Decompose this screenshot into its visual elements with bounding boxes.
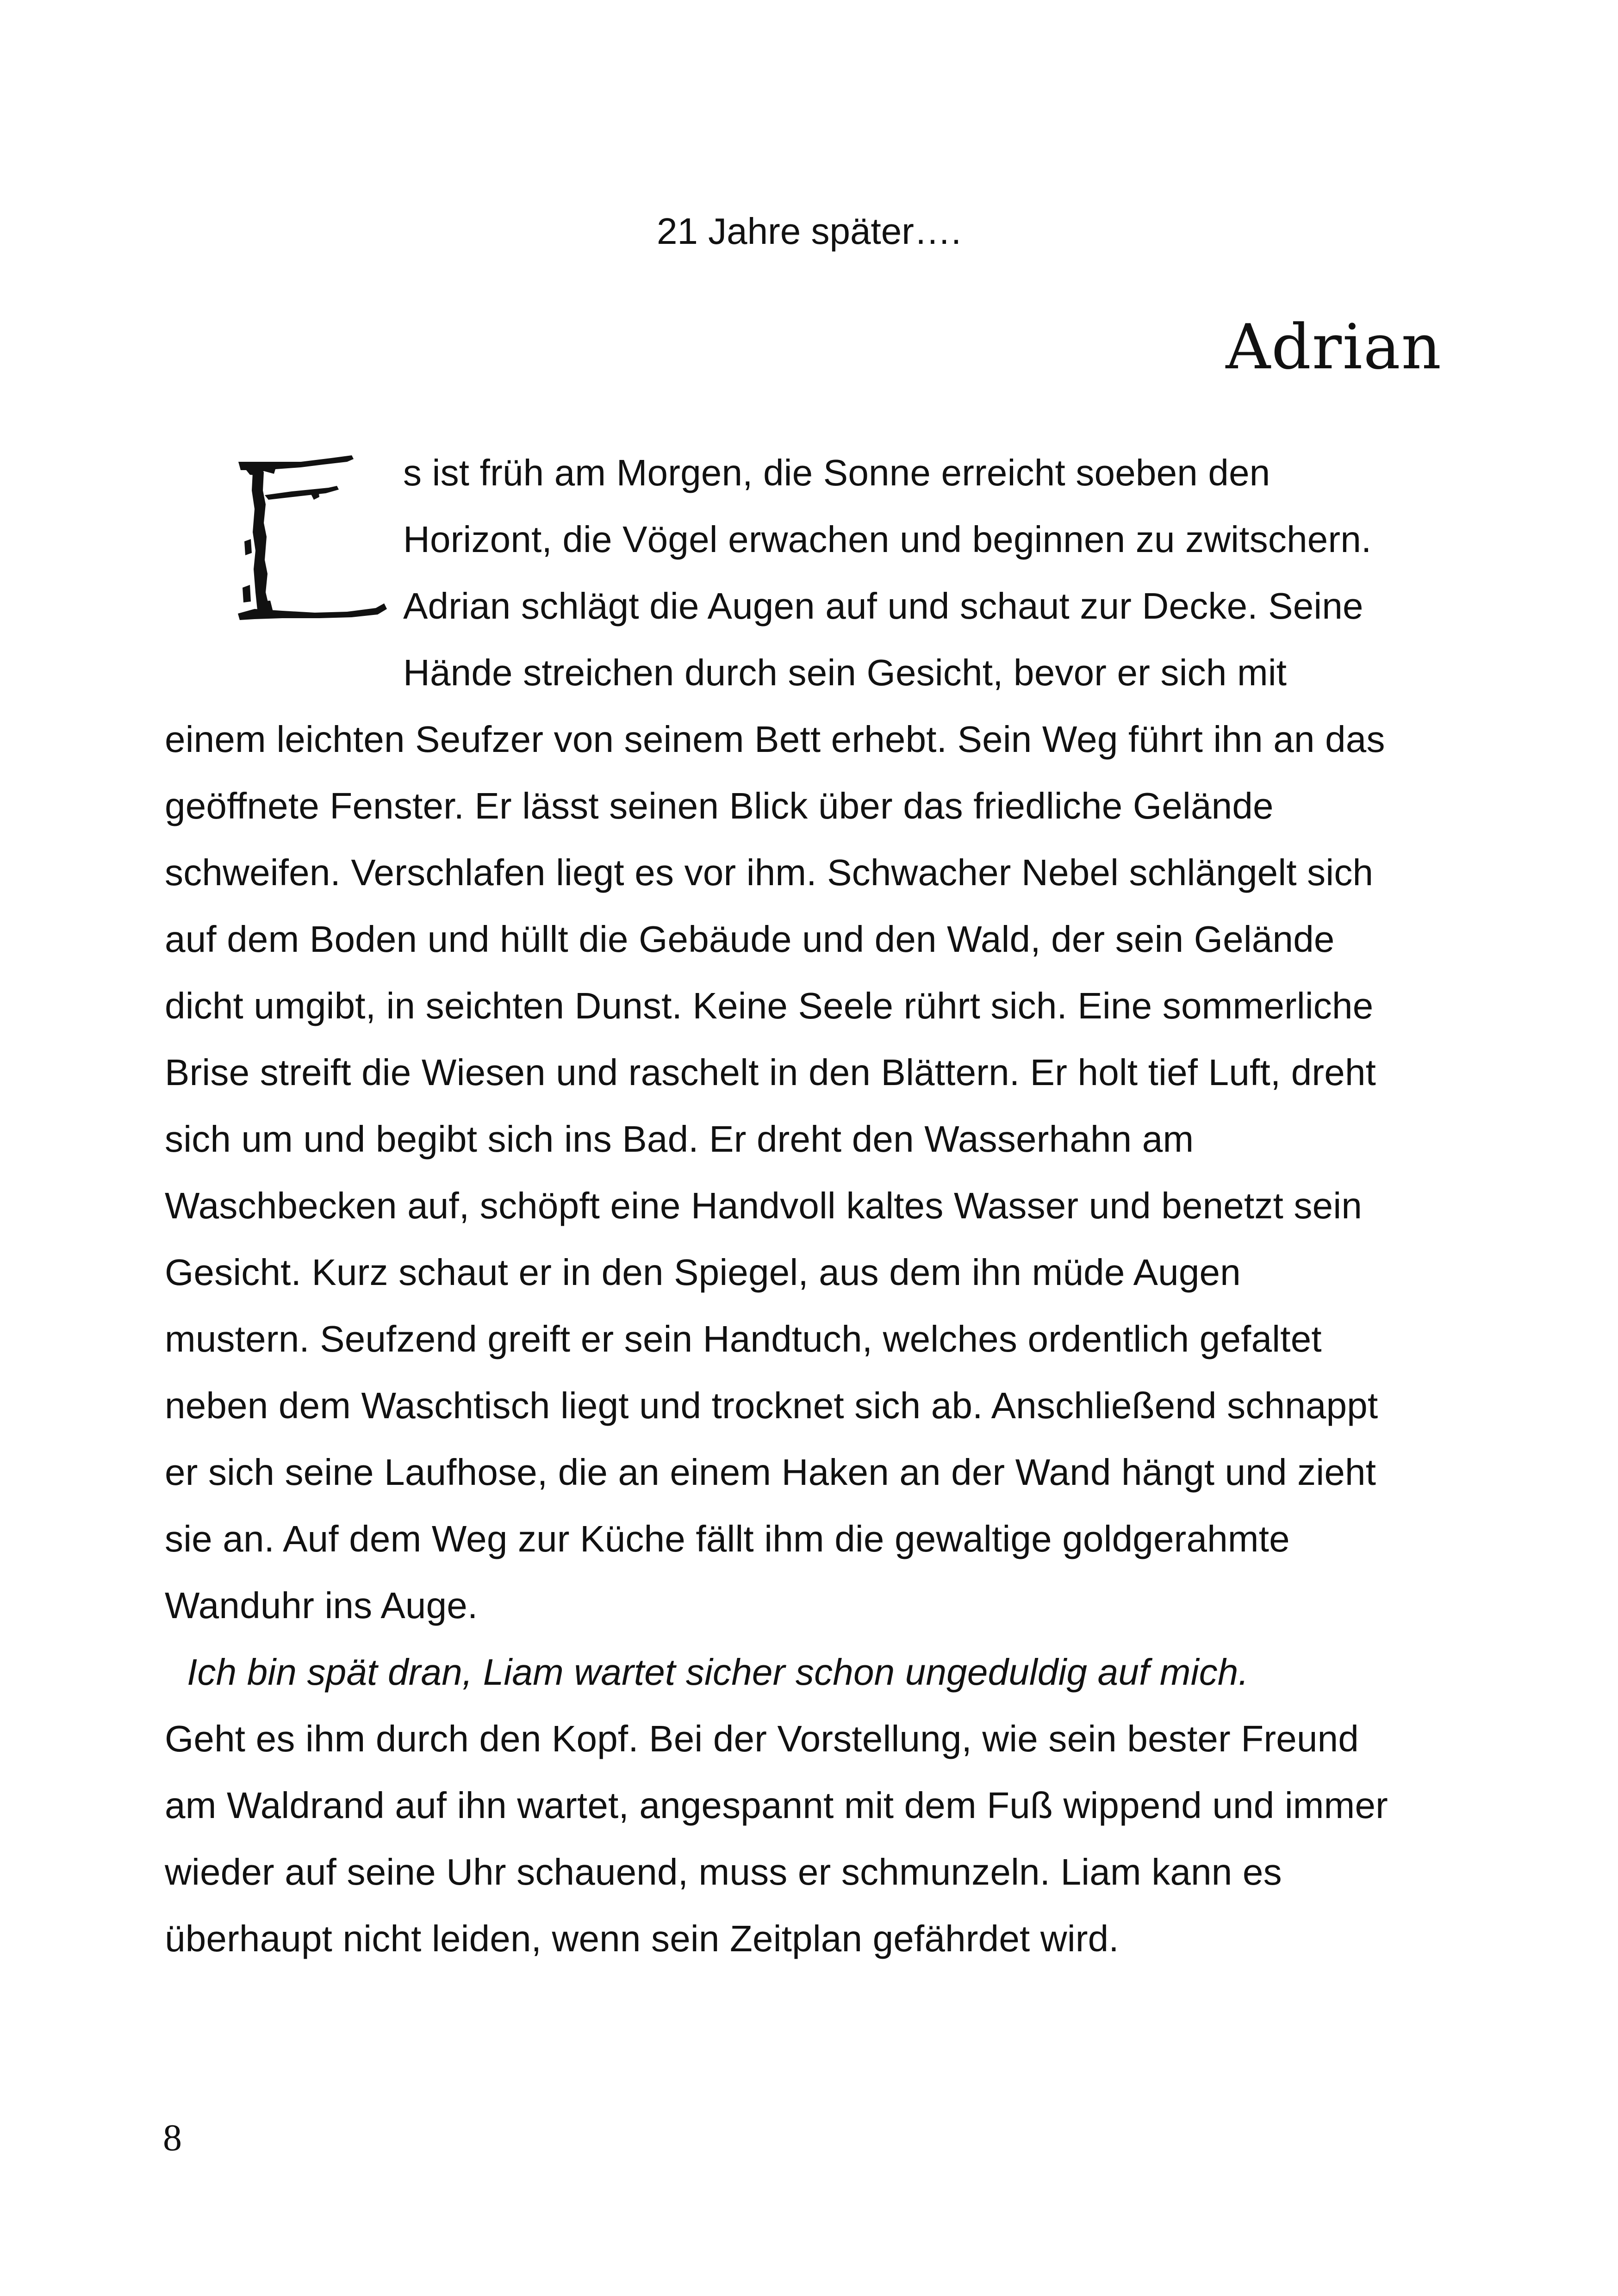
text-line: überhaupt nicht leiden, wenn sein Zeitplan gefährdet wird. <box>165 1918 1119 1959</box>
text-line: Waschbecken auf, schöpft eine Handvoll kaltes Wasser und benetzt sein <box>165 1185 1363 1226</box>
text-line: er sich seine Laufhose, die an einem Haken an der Wand hängt und zieht <box>165 1452 1376 1493</box>
text-line: am Waldrand auf ihn wartet, angespannt mit dem Fuß wippend und immer <box>165 1785 1388 1826</box>
text-line: Brise streift die Wiesen und raschelt in den Blättern. Er holt tief Luft, dreht <box>165 1052 1376 1093</box>
text-line: s ist früh am Morgen, die Sonne erreicht soeben den <box>403 452 1270 493</box>
text-line: sich um und begibt sich ins Bad. Er dreht den Wasserhahn am <box>165 1118 1194 1160</box>
story-text <box>165 440 1447 1972</box>
text-line: geöffnete Fenster. Er lässt seinen Blick über das friedliche Gelände <box>165 785 1274 826</box>
text-line: Horizont, die Vögel erwachen und beginnen zu zwitschern. <box>403 519 1372 560</box>
text-line: schweifen. Verschlafen liegt es vor ihm. Schwacher Nebel schlängelt sich <box>165 852 1374 893</box>
time-note: 21 Jahre später…. <box>656 211 962 252</box>
page-number: 8 <box>163 2116 182 2159</box>
text-line: einem leichten Seufzer von seinem Bett erhebt. Sein Weg führt ihn an das <box>165 719 1385 760</box>
text-line: sie an. Auf dem Weg zur Küche fällt ihm die gewaltige goldgerahmte <box>165 1518 1290 1559</box>
text-line: dicht umgibt, in seichten Dunst. Keine Seele rührt sich. Eine sommerliche <box>165 985 1374 1026</box>
text-line: Adrian schlägt die Augen auf und schaut zur Decke. Seine <box>403 585 1363 627</box>
thought-line: Ich bin spät dran, Liam wartet sicher schon ungeduldig auf mich. <box>187 1651 1249 1693</box>
text-line: Hände streichen durch sein Gesicht, bevor er sich mit <box>403 652 1287 693</box>
text-line: wieder auf seine Uhr schauend, muss er schmunzeln. Liam kann es <box>165 1851 1282 1893</box>
text-line: mustern. Seufzend greift er sein Handtuch, welches ordentlich gefaltet <box>165 1318 1322 1359</box>
chapter-name: Adrian <box>1226 311 1442 383</box>
text-line: auf dem Boden und hüllt die Gebäude und den Wald, der sein Gelände <box>165 918 1335 960</box>
text-line: Gesicht. Kurz schaut er in den Spiegel, aus dem ihn müde Augen <box>165 1252 1241 1293</box>
text-line: neben dem Waschtisch liegt und trocknet sich ab. Anschließend schnappt <box>165 1385 1378 1426</box>
text-line: Geht es ihm durch den Kopf. Bei der Vorstellung, wie sein bester Freund <box>165 1718 1359 1759</box>
text-line: Wanduhr ins Auge. <box>165 1585 478 1626</box>
